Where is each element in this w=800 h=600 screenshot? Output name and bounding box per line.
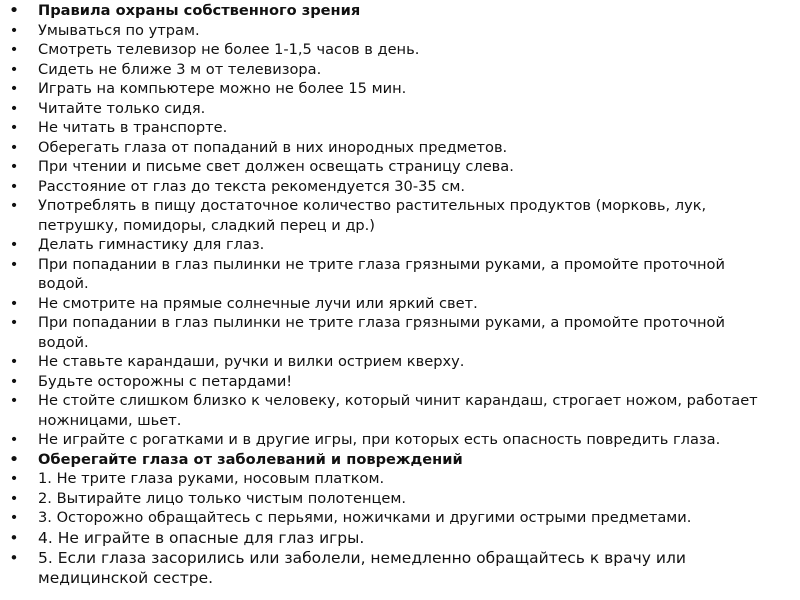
- bullet-icon: •: [9, 41, 19, 58]
- list-item-subheading: [0, 450, 780, 470]
- list-item: [0, 79, 780, 99]
- bullet-icon: •: [9, 99, 19, 117]
- list-item: [0, 528, 780, 548]
- list-item: [0, 352, 780, 372]
- list-item-text: Читайте только сидя.: [38, 99, 206, 117]
- list-item-text: При попадании в глаз пылинки не трите глаза грязными руками, а промойте проточной водой.: [38, 314, 725, 351]
- bullet-icon: •: [9, 236, 19, 253]
- bullet-icon: •: [9, 294, 19, 312]
- bullet-icon: •: [9, 548, 19, 567]
- bullet-icon: •: [9, 431, 19, 448]
- list-item: [0, 21, 780, 41]
- list-item: [0, 548, 780, 588]
- bullet-icon: •: [9, 158, 19, 175]
- bullet-icon: •: [9, 509, 19, 526]
- bullet-icon: •: [9, 119, 19, 136]
- list-item-text: Не стойте слишком близко к человеку, который чинит карандаш, строгает ножом, работает ножницами, шьет.: [38, 392, 758, 429]
- bullet-icon: •: [9, 314, 19, 331]
- rules-list: [0, 1, 780, 588]
- bullet-icon: •: [9, 392, 19, 409]
- list-item: [0, 508, 780, 528]
- list-item: [0, 157, 780, 177]
- list-item-text: Не читать в транспорте.: [38, 119, 228, 136]
- list-item: [0, 489, 780, 509]
- list-item-text: 4. Не играйте в опасные для глаз игры.: [38, 528, 365, 547]
- list-item: [0, 60, 780, 80]
- list-item: [0, 40, 780, 60]
- bullet-icon: •: [9, 21, 19, 39]
- list-item-text: 5. Если глаза засорились или заболели, немедленно обращайтесь к врачу или медицинской сестре.: [38, 548, 686, 587]
- list-item-text: Правила охраны собственного зрения: [38, 2, 361, 19]
- list-item: [0, 235, 780, 255]
- bullet-icon: •: [9, 470, 19, 487]
- bullet-icon: •: [9, 489, 19, 507]
- bullet-icon: •: [9, 80, 19, 97]
- list-item-text: Употреблять в пищу достаточное количество растительных продуктов (морковь, лук, петрушку, помидоры, сладкий перец и др.): [38, 197, 707, 234]
- list-item: [0, 294, 780, 314]
- bullet-icon: •: [9, 528, 19, 547]
- bullet-icon: •: [9, 255, 19, 273]
- list-item-text: Умываться по утрам.: [38, 21, 200, 39]
- bullet-icon: •: [9, 197, 19, 214]
- list-item-text: Расстояние от глаз до текста рекомендуется 30-35 см.: [38, 177, 465, 195]
- list-item-text: 3. Осторожно обращайтесь с перьями, ножичками и другими острыми предметами.: [38, 509, 692, 526]
- bullet-icon: •: [9, 2, 19, 19]
- list-item: [0, 430, 780, 450]
- list-item: [0, 118, 780, 138]
- list-item: [0, 255, 780, 294]
- list-item: [0, 313, 780, 352]
- list-item-title: [0, 1, 780, 21]
- bullet-icon: •: [9, 177, 19, 195]
- list-item-text: 2. Вытирайте лицо только чистым полотенцем.: [38, 489, 407, 507]
- bullet-icon: •: [9, 138, 19, 156]
- list-item: [0, 391, 780, 430]
- bullet-icon: •: [9, 450, 19, 468]
- list-item: [0, 177, 780, 197]
- list-item-text: Не ставьте карандаши, ручки и вилки острием кверху.: [38, 353, 465, 370]
- list-item: [0, 372, 780, 392]
- list-item-text: Будьте осторожны с петардами!: [38, 372, 293, 390]
- list-item-text: Делать гимнастику для глаз.: [38, 236, 265, 253]
- list-item-text: Оберегать глаза от попаданий в них инородных предметов.: [38, 138, 508, 156]
- list-item: [0, 469, 780, 489]
- list-item-text: Оберегайте глаза от заболеваний и повреждений: [38, 450, 463, 468]
- list-item: [0, 138, 780, 158]
- bullet-icon: •: [9, 353, 19, 370]
- list-item: [0, 196, 780, 235]
- list-item-text: При попадании в глаз пылинки не трите глаза грязными руками, а промойте проточной водой.: [38, 255, 725, 292]
- list-item-text: При чтении и письме свет должен освещать страницу слева.: [38, 158, 514, 175]
- list-item-text: Сидеть не ближе 3 м от телевизора.: [38, 60, 322, 78]
- list-item: [0, 99, 780, 119]
- list-item-text: 1. Не трите глаза руками, носовым платком.: [38, 470, 385, 487]
- bullet-icon: •: [9, 372, 19, 390]
- bullet-icon: •: [9, 60, 19, 78]
- list-item-text: Смотреть телевизор не более 1-1,5 часов в день.: [38, 41, 420, 58]
- list-item-text: Не играйте с рогатками и в другие игры, при которых есть опасность повредить глаза.: [38, 431, 721, 448]
- list-item-text: Играть на компьютере можно не более 15 мин.: [38, 80, 407, 97]
- list-item-text: Не смотрите на прямые солнечные лучи или яркий свет.: [38, 294, 478, 312]
